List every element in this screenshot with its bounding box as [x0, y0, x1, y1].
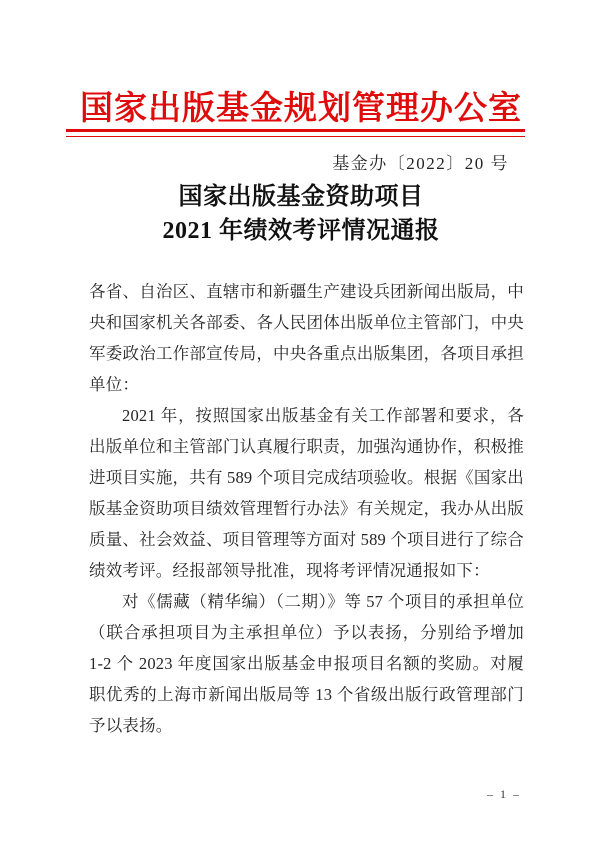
- document-title-line2: 2021 年绩效考评情况通报: [162, 218, 440, 244]
- letterhead-rule: [66, 129, 525, 137]
- document-number: 基金办〔2022〕20 号: [332, 154, 509, 173]
- document-body: [89, 276, 524, 741]
- page-number: – 1 –: [487, 787, 521, 801]
- document-title-line1: 国家出版基金资助项目: [178, 184, 424, 210]
- document-title: [0, 180, 602, 248]
- paragraph-addressees: 各省、自治区、直辖市和新疆生产建设兵团新闻出版局，中央和国家机关各部委、各人民团体出版单位主管部门，中央军委政治工作部宣传局，中央各重点出版集团，各项目承担单位：: [89, 282, 524, 394]
- paragraph-overview: 2021 年，按照国家出版基金有关工作部署和要求，各出版单位和主管部门认真履行职责，加强沟通协作，积极推进项目实施，共有 589 个项目完成结项验收。根据《国家出版基金资助项目绩效管理暂行办法》有关规定，我办从出版质量、社会效益、项目管理等方面对 589 个项目进行了综合绩效考评。经报部领导批准，现将考评情况通报如下：: [89, 406, 524, 580]
- paragraph-commendation: 对《儒藏（精华编）（二期）》等 57 个项目的承担单位（联合承担项目为主承担单位）予以表扬，分别给予增加 1-2 个 2023 年度国家出版基金申报项目名额的奖励。对履职优秀的上海市新闻出版局等 13 个省级出版行政管理部门予以表扬。: [89, 592, 524, 735]
- letterhead-org-name: 国家出版基金规划管理办公室: [80, 91, 522, 127]
